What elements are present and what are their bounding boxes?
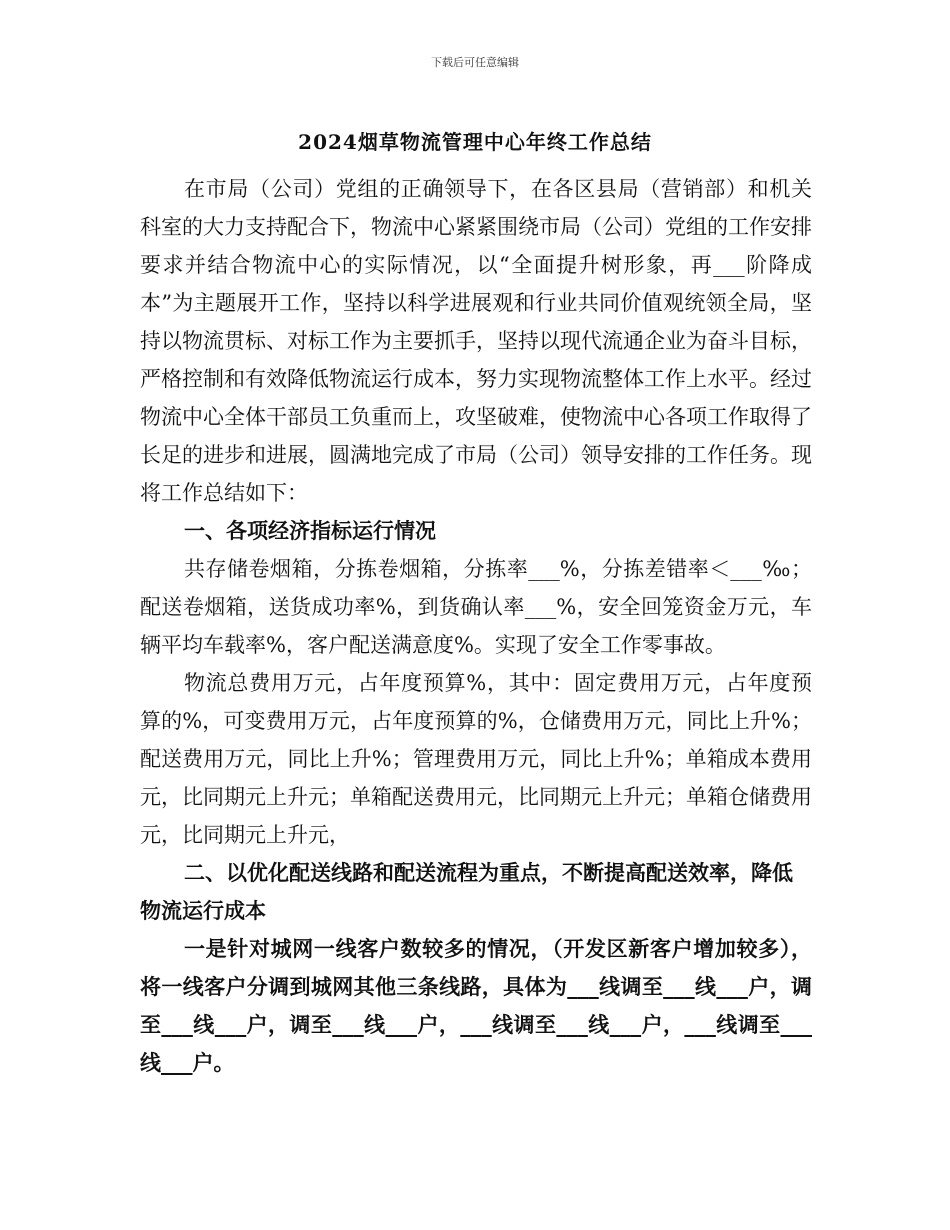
document-body: [140, 170, 812, 1082]
section-heading-1: 一、各项经济指标运行情况: [184, 518, 436, 543]
document-title: 2024烟草物流管理中心年终工作总结: [298, 130, 652, 154]
indicators-paragraph: 共存储卷烟箱，分拣卷烟箱，分拣率___%，分拣差错率＜___‰；配送卷烟箱，送货成功率%，到货确认率___%，安全回笼资金万元，车辆平均车载率%，客户配送满意度%。实现了安全工作零事故。: [140, 557, 812, 657]
costs-paragraph: 物流总费用万元，占年度预算%，其中：固定费用万元，占年度预算的%，可变费用万元，占年度预算的%，仓储费用万元，同比上升%；配送费用万元，同比上升%；管理费用万元，同比上升%；单箱成本费用元，比同期元上升元；单箱配送费用元，比同期元上升元；单箱仓储费用元，比同期元上升元，: [140, 671, 812, 847]
intro-paragraph: 在市局（公司）党组的正确领导下，在各区县局（营销部）和机关科室的大力支持配合下，物流中心紧紧围绕市局（公司）党组的工作安排要求并结合物流中心的实际情况，以“全面提升树形象，再___阶降成本”为主题展开工作，坚持以科学进展观和行业共同价值观统领全局，坚持以物流贯标、对标工作为主要抓手，坚持以现代流通企业为奋斗目标，严格控制和有效降低物流运行成本，努力实现物流整体工作上水平。经过物流中心全体干部员工负重而上，攻坚破难，使物流中心各项工作取得了长足的进步和进展，圆满地完成了市局（公司）领导安排的工作任务。现将工作总结如下：: [140, 177, 812, 505]
point-1-paragraph: 一是针对城网一线客户数较多的情况，（开发区新客户增加较多），将一线客户分调到城网其他三条线路，具体为___线调至___线___户，调至___线___户，调至___线___户，___线调至___线___户，___线调至___线___户。: [140, 936, 812, 1075]
section-heading-2: 二、以优化配送线路和配送流程为重点，不断提高配送效率，降低物流运行成本: [140, 860, 793, 923]
header-note: 下载后可任意编辑: [431, 56, 519, 69]
